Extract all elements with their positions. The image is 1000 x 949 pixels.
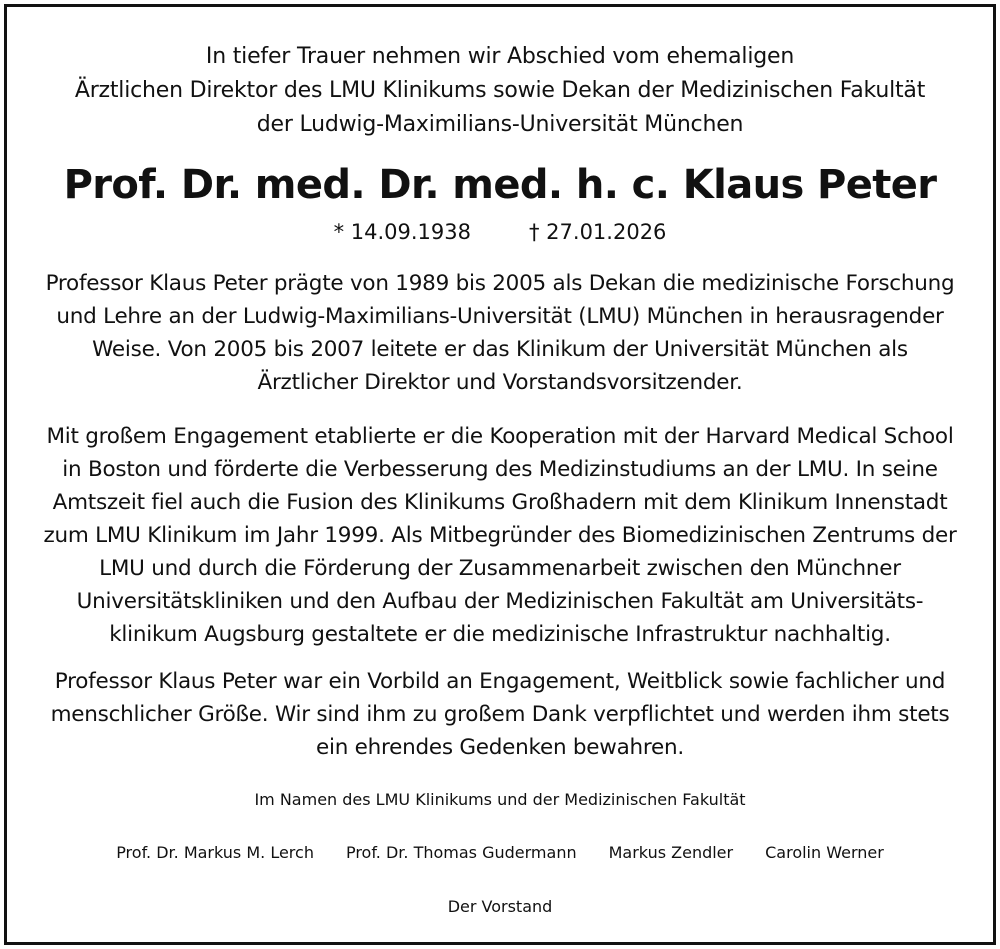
paragraph-tribute — [7, 665, 993, 764]
paragraph-achievements — [7, 420, 993, 651]
signer-name: Carolin Werner — [765, 843, 884, 862]
paragraph-line: LMU und durch die Förderung der Zusammenarbeit zwischen den Münchner — [99, 556, 901, 581]
paragraph-line: ein ehrendes Gedenken bewahren. — [316, 735, 684, 760]
paragraph-line: Professor Klaus Peter war ein Vorbild an Engagement, Weitblick sowie fachlicher und — [54, 669, 946, 694]
intro-line: Ärztlichen Direktor des LMU Klinikums sowie Dekan der Medizinischen Fakultät — [74, 78, 926, 103]
death-date: † 27.01.2026 — [529, 220, 667, 244]
obituary-content — [7, 7, 993, 942]
deceased-name: Prof. Dr. med. Dr. med. h. c. Klaus Peter — [63, 162, 937, 208]
on-behalf-line: Im Namen des LMU Klinikums und der Medizinischen Fakultät — [254, 790, 746, 809]
intro-line: In tiefer Trauer nehmen wir Abschied vom ehemaligen — [205, 44, 795, 69]
life-dates — [7, 216, 993, 248]
signer-name: Markus Zendler — [608, 843, 734, 862]
paragraph-line: Mit großem Engagement etablierte er die Kooperation mit der Harvard Medical School — [46, 424, 954, 449]
paragraph-line: klinikum Augsburg gestaltete er die medizinische Infrastruktur nachhaltig. — [109, 622, 891, 647]
paragraph-line: menschlicher Größe. Wir sind ihm zu großem Dank verpflichtet und werden ihm stets — [50, 702, 950, 727]
signer-name: Prof. Dr. Markus M. Lerch — [116, 843, 314, 862]
intro-line: der Ludwig-Maximilians-Universität München — [256, 112, 744, 137]
birth-date: * 14.09.1938 — [333, 220, 471, 244]
paragraph-line: Professor Klaus Peter prägte von 1989 bis 2005 als Dekan die medizinische Forschung — [45, 271, 955, 296]
paragraph-line: und Lehre an der Ludwig-Maximilians-Universität (LMU) München in herausragender — [56, 304, 944, 329]
paragraph-line: Universitätskliniken und den Aufbau der Medizinischen Fakultät am Universitäts- — [76, 589, 924, 614]
paragraph-line: Amtszeit fiel auch die Fusion des Klinikums Großhadern mit dem Klinikum Innenstadt — [52, 490, 948, 515]
obituary-frame — [4, 4, 996, 945]
paragraph-line: Weise. Von 2005 bis 2007 leitete er das Klinikum der Universität München als — [92, 337, 908, 362]
paragraph-line: Ärztlicher Direktor und Vorstandsvorsitzender. — [257, 370, 743, 395]
paragraph-career — [7, 267, 993, 399]
signers-row — [7, 840, 993, 866]
signer-name: Prof. Dr. Thomas Gudermann — [345, 843, 577, 862]
intro-text — [7, 40, 993, 142]
paragraph-line: zum LMU Klinikum im Jahr 1999. Als Mitbegründer des Biomedizinischen Zentrums der — [43, 523, 957, 548]
paragraph-line: in Boston und förderte die Verbesserung des Medizinstudiums an der LMU. In seine — [62, 457, 938, 482]
board-signature: Der Vorstand — [447, 897, 553, 916]
